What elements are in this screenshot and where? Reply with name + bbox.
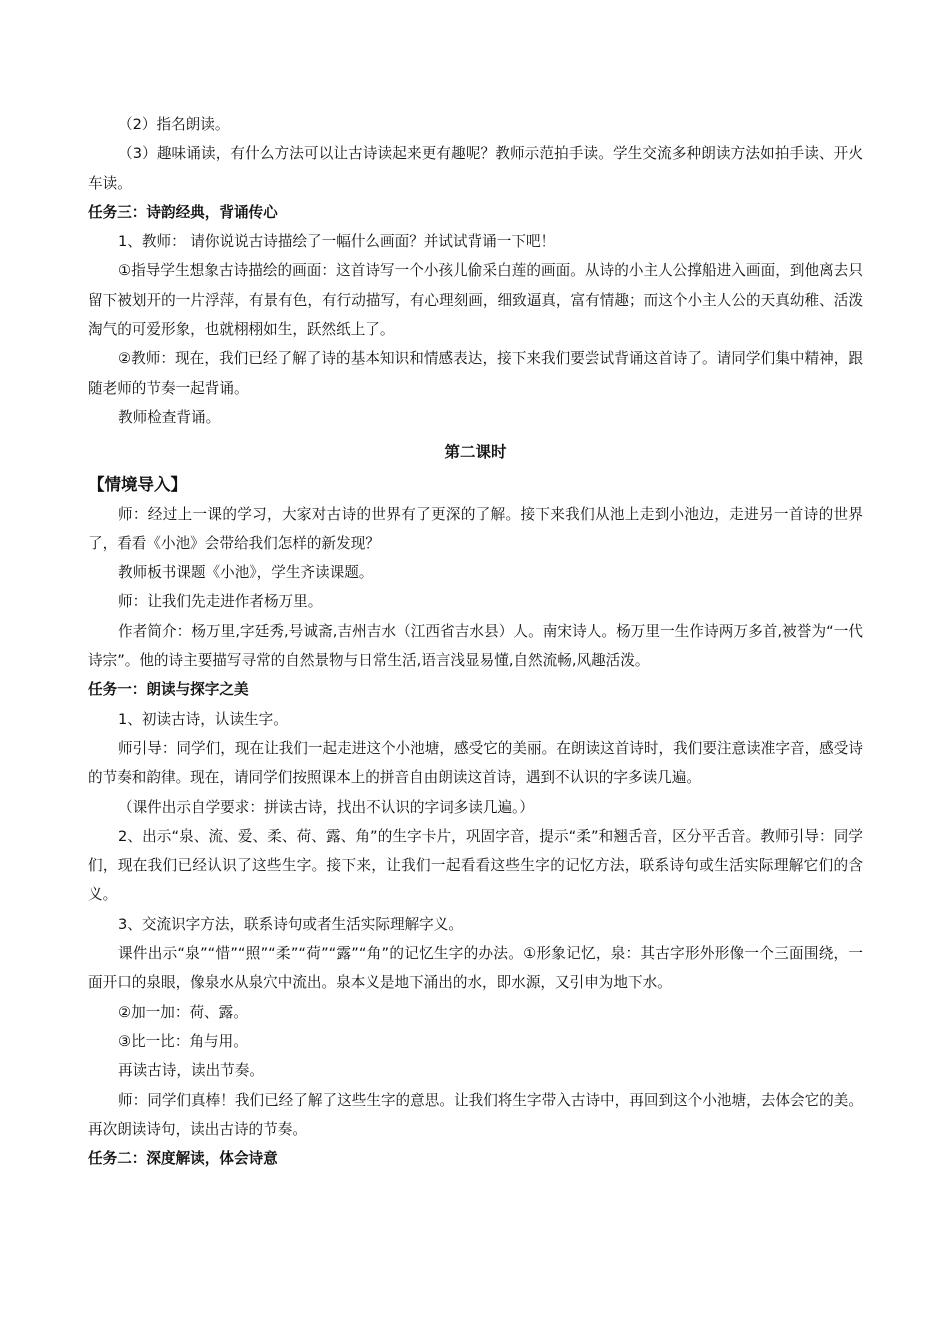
task-three-heading: 任务三：诗韵经典，背诵传心 bbox=[88, 203, 278, 221]
paragraph-add: ②加一加：荷、露。 bbox=[118, 1003, 248, 1021]
paragraph-guide: 师引导：同学们，现在让我们一起走进这个小池塘，感受它的美丽。在朗读这首诗时，我们要注意读准字音，感受诗的节奏和韵律。现在，请同学们按照课本上的拼音自由朗读这首诗，遇到不认识的字多读几遍。 bbox=[88, 739, 863, 787]
paragraph-first-read: 1、初读古诗，认读生字。 bbox=[118, 710, 288, 728]
task-one-heading: 任务一：朗读与探字之美 bbox=[88, 681, 249, 699]
paragraph-compare: ③比一比：角与用。 bbox=[118, 1032, 248, 1050]
intro-section-title: 【情境导入】 bbox=[88, 474, 187, 494]
paragraph-named-reading: （2）指名朗读。 bbox=[118, 116, 230, 133]
task-two-heading: 任务二：深度解读，体会诗意 bbox=[88, 1150, 278, 1168]
document-page bbox=[88, 110, 863, 1173]
paragraph-literacy-methods: 3、交流识字方法，联系诗句或者生活实际理解字义。 bbox=[118, 915, 463, 933]
paragraph-teacher-question: 1、教师： 请你说说古诗描绘了一幅什么画面？并试试背诵一下吧！ bbox=[118, 233, 556, 251]
lesson-two-title: 第二课时 bbox=[444, 443, 507, 462]
paragraph-fun-reading: （3）趣味诵读，有什么方法可以让古诗读起来更有趣呢？教师示范拍手读。学生交流多种朗读方法如拍手读、开火车读。 bbox=[88, 145, 863, 192]
paragraph-self-study: （课件出示自学要求：拼读古诗，找出不认识的字词多读几遍。） bbox=[118, 798, 534, 816]
paragraph-author-lead: 师：让我们先走进作者杨万里。 bbox=[118, 593, 323, 611]
paragraph-imagine-scene: ①指导学生想象古诗描绘的画面：这首诗写一个小孩儿偷采白莲的画面。从诗的小主人公撑船进入画面，到他离去只留下被划开的一片浮萍，有景有色，有行动描写，有心理刻画，细致逼真，富有情趣；而这个小主人公的天真幼稚、活泼淘气的可爱形象，也就栩栩如生，跃然纸上了。 bbox=[88, 262, 863, 339]
paragraph-reread: 再读古诗，读出节奏。 bbox=[118, 1062, 264, 1080]
paragraph-author-bio: 作者简介：杨万里,字廷秀,号诚斋,吉州吉水（江西省吉水县）人。南宋诗人。杨万里一生作诗两万多首,被誉为“一代诗宗”。他的诗主要描写寻常的自然景物与日常生活,语言浅显易懂,自然流畅,风趣活泼。 bbox=[88, 622, 863, 670]
paragraph-intro: 师：经过上一课的学习，大家对古诗的世界有了更深的了解。接下来我们从池上走到小池边，走进另一首诗的世界了，看看《小池》会带给我们怎样的新发现？ bbox=[88, 505, 863, 552]
paragraph-check-recite: 教师检查背诵。 bbox=[118, 408, 221, 426]
paragraph-board-title: 教师板书课题《小池》，学生齐读课题。 bbox=[118, 564, 374, 582]
paragraph-word-cards: 2、出示“泉、流、爱、柔、荷、露、角”的生字卡片，巩固字音，提示“柔”和翘舌音，区分平舌音。教师引导：同学们，现在我们已经认识了这些生字。接下来，让我们一起看看这些生字的记忆方法，联系诗句或生活实际理解它们的含义。 bbox=[88, 827, 863, 904]
paragraph-memory-methods: 课件出示“泉”“惜”“照”“柔”“荷”“露”“角”的记忆生字的办法。①形象记忆，泉：其古字形外形像一个三面围绕，一面开口的泉眼，像泉水从泉穴中流出。泉本义是地下涌出的水，即水源，又引申为地下水。 bbox=[88, 945, 863, 992]
paragraph-recite: ②教师：现在，我们已经了解了诗的基本知识和情感表达，接下来我们要尝试背诵这首诗了。请同学们集中精神，跟随老师的节奏一起背诵。 bbox=[88, 350, 863, 397]
paragraph-praise: 师：同学们真棒！我们已经了解了这些生字的意思。让我们将生字带入古诗中，再回到这个小池塘，去体会它的美。再次朗读诗句，读出古诗的节奏。 bbox=[88, 1091, 863, 1138]
